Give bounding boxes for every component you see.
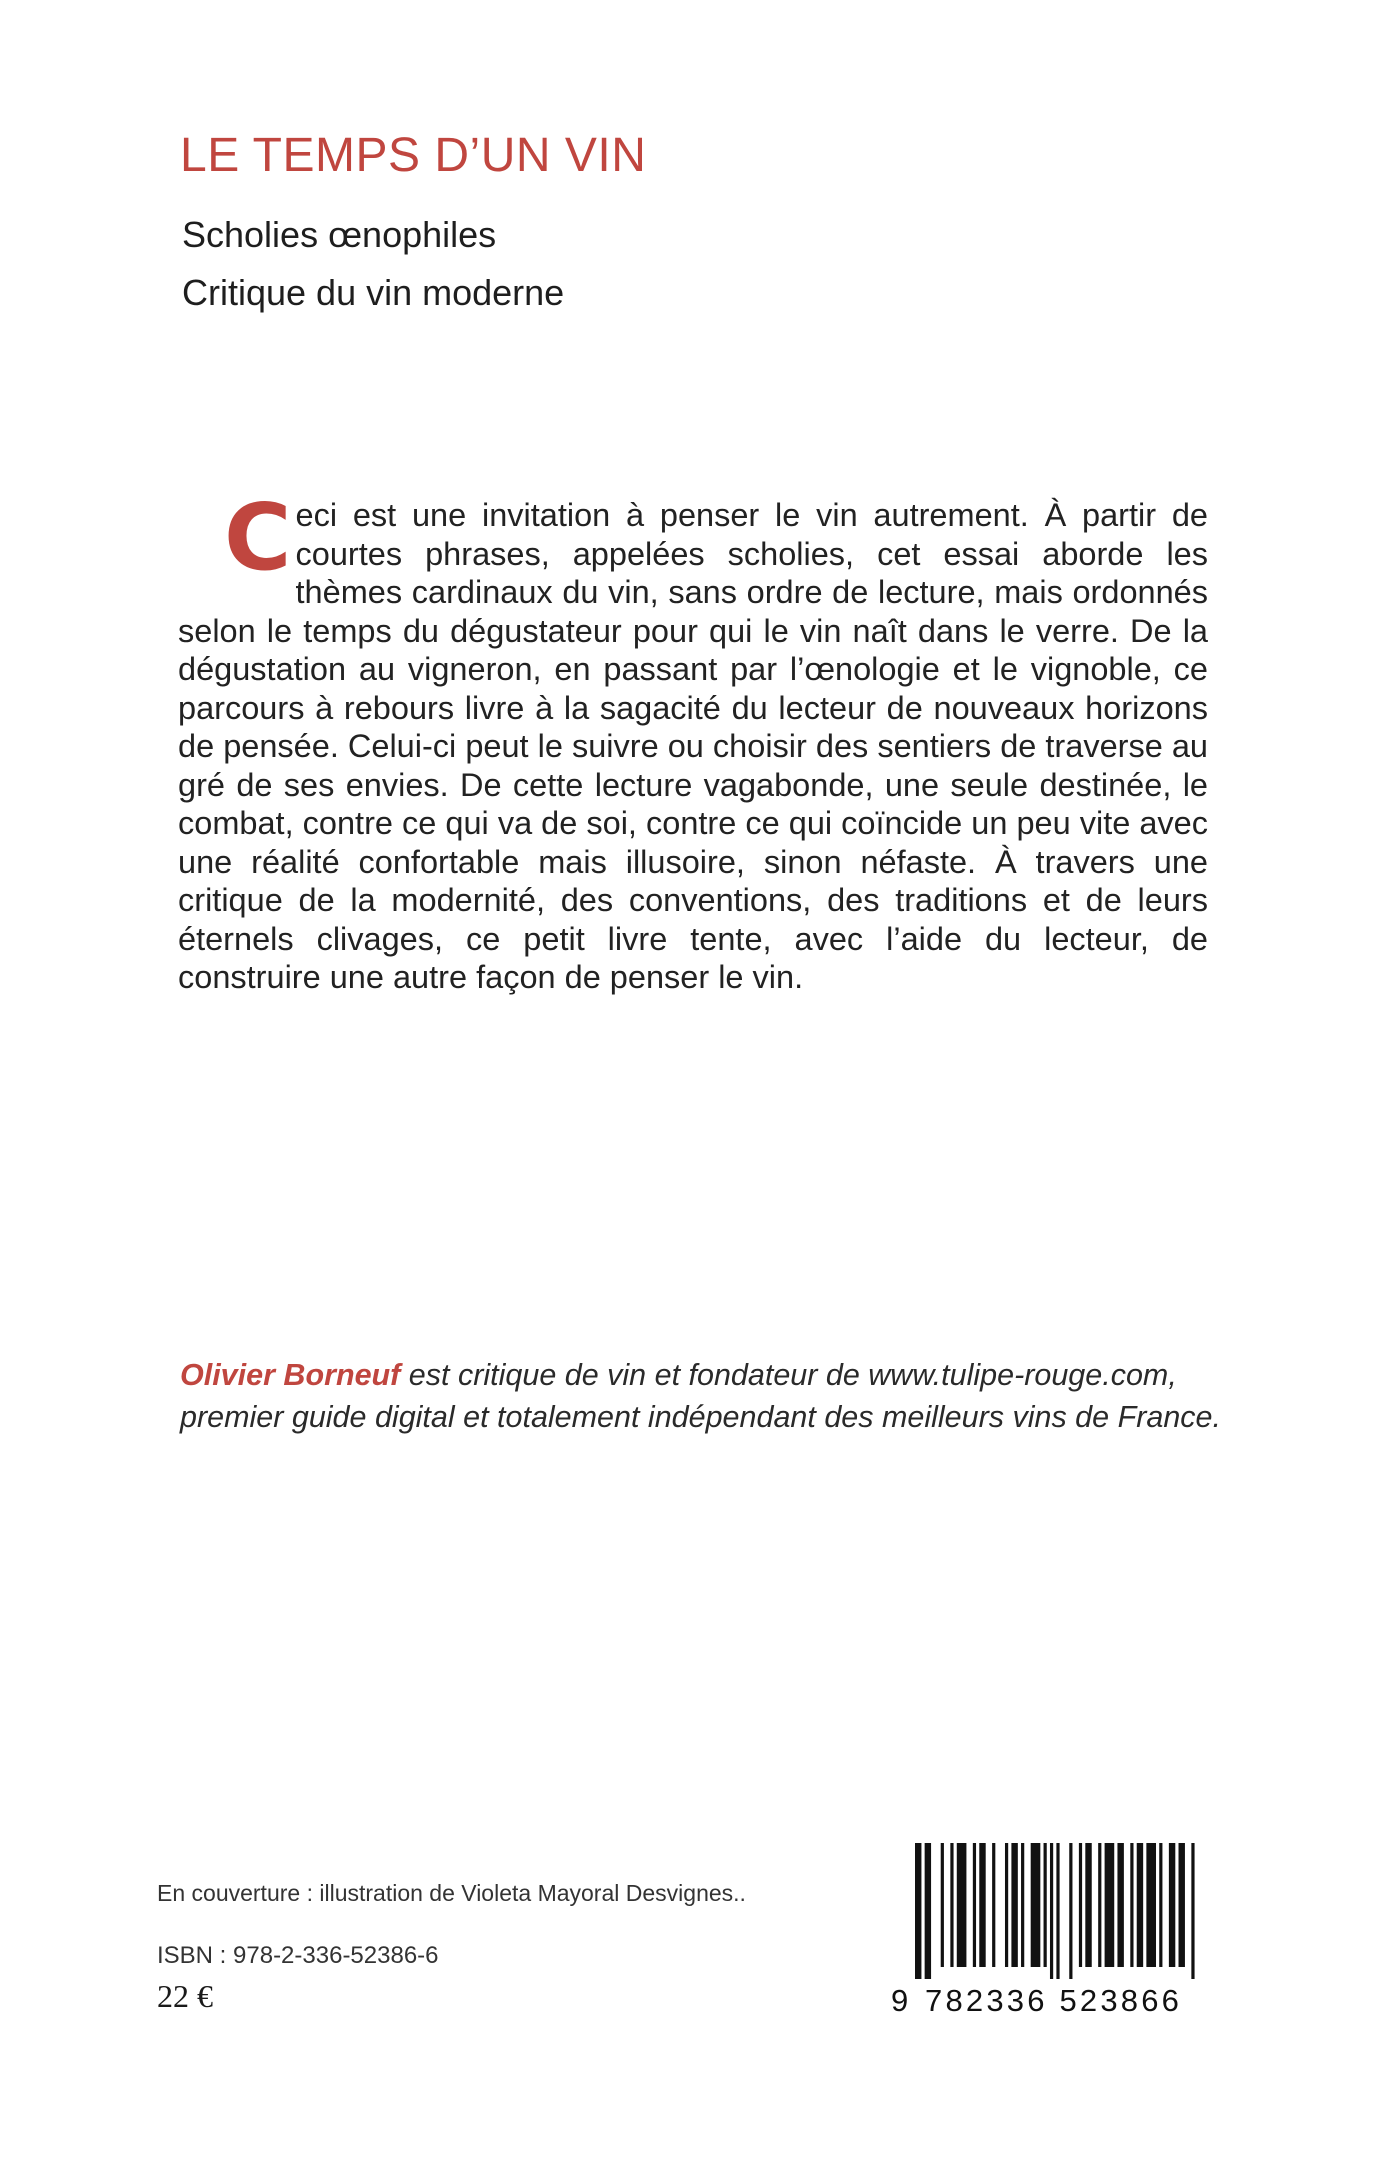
barcode-bar <box>1098 1843 1101 1967</box>
barcode-bar <box>1085 1843 1091 1967</box>
barcode-digits: 782336 523866 <box>925 1983 1183 2018</box>
barcode-bar <box>1130 1843 1133 1967</box>
barcode <box>885 1843 1207 2018</box>
barcode-bar <box>1050 1843 1053 1979</box>
barcode-bar <box>1056 1843 1059 1979</box>
drop-cap-letter: C <box>224 484 292 591</box>
subtitle-line-2: Critique du vin moderne <box>182 272 565 313</box>
barcode-bars <box>915 1843 1201 1979</box>
blurb-paragraph <box>178 484 1208 997</box>
author-note <box>180 1354 1230 1438</box>
barcode-bar <box>925 1843 931 1979</box>
barcode-bar <box>1079 1843 1082 1967</box>
barcode-bar <box>941 1843 944 1967</box>
barcode-bar <box>1069 1843 1072 1979</box>
barcode-bar <box>992 1843 995 1967</box>
barcode-bar <box>1105 1843 1115 1967</box>
barcode-bar <box>1169 1843 1175 1967</box>
subtitle-line-1: Scholies œnophiles <box>182 214 497 255</box>
barcode-bar <box>1137 1843 1143 1967</box>
barcode-bar <box>1021 1843 1024 1967</box>
barcode-bar <box>1117 1843 1123 1967</box>
barcode-bar <box>1191 1843 1194 1979</box>
price-text: 22 € <box>157 1978 213 2014</box>
barcode-bar <box>1159 1843 1162 1967</box>
author-bio: est critique de vin et fondateur de www.tulipe-rouge.com, premier guide digital et totalement indépendant des meilleurs vins de France. <box>180 1358 1221 1434</box>
barcode-bar <box>1179 1843 1185 1967</box>
barcode-bar <box>973 1843 976 1967</box>
cover-credit: En couverture : illustration de Violeta Mayoral Desvignes.. <box>157 1880 746 1906</box>
subtitle-block <box>182 206 564 322</box>
isbn-text: ISBN : 978-2-336-52386-6 <box>157 1942 439 1969</box>
barcode-bar <box>1146 1843 1156 1967</box>
book-title: LE TEMPS D’UN VIN <box>180 129 647 182</box>
barcode-bar <box>1044 1843 1047 1967</box>
barcode-first-digit: 9 <box>891 1983 909 2018</box>
blurb-text: eci est une invitation à penser le vin autrement. À partir de courtes phrases, appelées scholies, cet essai aborde les thèmes cardinaux du vin, sans ordre de lecture, mais ordonnés selon le temps du dégustateur pour qui le vin naît dans le verre. De la dégustation au vigneron, en passant par l’œnologie et le vignoble, ce parcours à rebours livre à la sagacité du lecteur de nouveaux horizons de pensée. Celui-ci peut le suivre ou choisir des sentiers de traverse au gré de ses envies. De cette lecture vagabonde, une seule destinée, le combat, contre ce qui va de soi, contre ce qui coïncide un peu vite avec une réalité confortable mais illusoire, sinon néfaste. À travers une critique de la modernité, des conventions, des traditions et de leurs éternels clivages, ce petit livre tente, avec l’aide du lecteur, de construire une autre façon de penser le vin. <box>178 497 1208 995</box>
barcode-bar <box>957 1843 967 1967</box>
author-name: Olivier Borneuf <box>180 1358 401 1392</box>
barcode-bar <box>950 1843 953 1967</box>
barcode-bar <box>979 1843 985 1967</box>
barcode-bar <box>1031 1843 1041 1967</box>
barcode-bar <box>1005 1843 1008 1967</box>
barcode-bar <box>915 1843 921 1979</box>
barcode-bar <box>1011 1843 1017 1967</box>
